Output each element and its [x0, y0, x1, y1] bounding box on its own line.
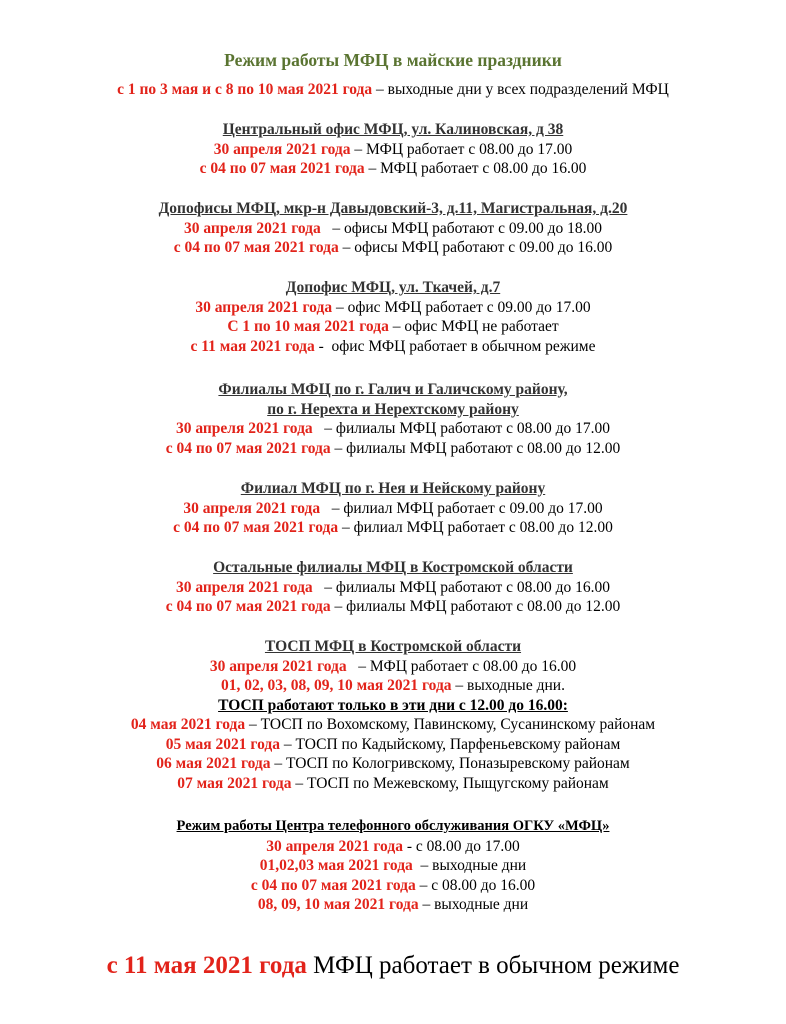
schedule-line — [0, 597, 786, 617]
schedule-text: – филиалы МФЦ работают с 08.00 до 12.00 — [330, 598, 621, 615]
section-heading: Режим работы Центра телефонного обслуживания ОГКУ «МФЦ» — [176, 818, 610, 834]
schedule-line — [0, 159, 786, 179]
schedule-line — [0, 856, 786, 876]
schedule-date: 30 апреля 2021 года — [175, 420, 313, 437]
schedule-text: – выходные дни — [412, 857, 527, 874]
intro-line — [0, 80, 786, 100]
schedule-line — [0, 876, 786, 896]
schedule-date: С 1 по 10 мая 2021 года — [227, 318, 389, 335]
schedule-text: – офисы МФЦ работают с 09.00 до 16.00 — [338, 239, 613, 256]
schedule-line — [0, 298, 786, 318]
schedule-line — [0, 439, 786, 459]
schedule-text: - офис МФЦ работает в обычном режиме — [314, 337, 596, 355]
schedule-date: 30 апреля 2021 года — [209, 657, 347, 675]
schedule-line — [0, 735, 786, 755]
schedule-text: – МФЦ работает с 08.00 до 16.00 — [364, 160, 587, 177]
schedule-date: 30 апреля 2021 года — [184, 219, 321, 237]
schedule-line — [0, 676, 786, 696]
section-galich-nerekhta — [0, 380, 786, 458]
schedule-line — [0, 754, 786, 774]
schedule-line — [0, 419, 786, 439]
section-heading: Филиалы МФЦ по г. Галич и Галичскому району, — [218, 381, 568, 398]
schedule-line — [0, 317, 786, 337]
schedule-text: – ТОСП по Вохомскому, Павинскому, Сусанинскому районам — [245, 716, 656, 733]
section-other-branches — [0, 558, 786, 617]
schedule-date: 07 мая 2021 года — [177, 774, 292, 792]
schedule-text: – офисы МФЦ работают с 09.00 до 18.00 — [320, 219, 602, 237]
section-tosp — [0, 637, 786, 793]
schedule-text: – офис МФЦ не работает — [388, 318, 559, 335]
schedule-date: 30 апреля 2021 года — [175, 578, 313, 596]
schedule-text: – ТОСП по Межевскому, Пыщугскому районам — [291, 774, 609, 792]
section-call-center — [0, 817, 786, 915]
schedule-text: – филиал МФЦ работает с 08.00 до 12.00 — [338, 519, 613, 536]
schedule-text: – филиал МФЦ работает с 09.00 до 17.00 — [320, 499, 603, 517]
tosp-subheading: ТОСП работают только в эти дни с 12.00 до 16.00: — [218, 696, 568, 714]
schedule-date: 30 апреля 2021 года — [213, 140, 351, 158]
section-davydovsky-offices — [0, 199, 786, 258]
schedule-date: 08, 09, 10 мая 2021 года — [257, 896, 419, 913]
schedule-text: - с 08.00 до 17.00 — [402, 837, 520, 855]
section-heading: Допофисы МФЦ, мкр-н Давыдовский-3, д.11, Магистральная, д.20 — [158, 200, 628, 217]
section-heading: ТОСП МФЦ в Костромской области — [264, 638, 522, 655]
section-tkachey-office — [0, 278, 786, 356]
schedule-text: – МФЦ работает с 08.00 до 17.00 — [350, 140, 573, 158]
schedule-text: – выходные дни. — [451, 677, 565, 694]
schedule-line — [0, 219, 786, 239]
schedule-text: – ТОСП по Кологривскому, Поназыревскому районам — [270, 755, 630, 772]
section-heading: Филиал МФЦ по г. Нея и Нейскому району — [240, 480, 546, 497]
schedule-line — [0, 238, 786, 258]
schedule-date: 06 мая 2021 года — [156, 755, 271, 772]
schedule-line — [0, 774, 786, 794]
schedule-date: с 04 по 07 мая 2021 года — [165, 439, 331, 457]
schedule-line — [0, 837, 786, 857]
footer-notice — [0, 952, 786, 980]
schedule-date: 05 мая 2021 года — [165, 735, 280, 753]
schedule-line — [0, 895, 786, 915]
schedule-date: 30 апреля 2021 года — [183, 499, 321, 517]
schedule-date: с 04 по 07 мая 2021 года — [250, 876, 416, 894]
section-central-office — [0, 120, 786, 179]
schedule-line — [0, 499, 786, 519]
footer-text: МФЦ работает в обычном режиме — [306, 952, 680, 979]
schedule-line — [0, 657, 786, 677]
schedule-line — [0, 140, 786, 160]
schedule-text: – ТОСП по Кадыйскому, Парфеньевскому районам — [279, 735, 621, 753]
schedule-date: 04 мая 2021 года — [130, 716, 246, 733]
schedule-text: – выходные дни — [418, 896, 529, 913]
schedule-date: 30 апреля 2021 года — [266, 837, 403, 855]
schedule-line — [0, 518, 786, 538]
intro-date: с 1 по 3 мая и с 8 по 10 мая 2021 года — [117, 81, 373, 98]
schedule-text: – филиалы МФЦ работают с 08.00 до 12.00 — [330, 439, 621, 457]
schedule-text: – МФЦ работает с 08.00 до 16.00 — [346, 657, 577, 675]
schedule-date: 30 апреля 2021 года — [195, 298, 333, 316]
section-heading: Центральный офис МФЦ, ул. Калиновская, д 38 — [222, 121, 564, 138]
schedule-date: с 04 по 07 мая 2021 года — [199, 160, 365, 177]
schedule-date: 01, 02, 03, 08, 09, 10 мая 2021 года — [221, 677, 452, 694]
schedule-date: с 11 мая 2021 года — [190, 337, 315, 355]
page-title: Режим работы МФЦ в майские праздники — [224, 50, 562, 70]
section-neya — [0, 479, 786, 538]
schedule-line — [0, 715, 786, 735]
schedule-date: с 04 по 07 мая 2021 года — [173, 239, 339, 256]
section-heading: Остальные филиалы МФЦ в Костромской области — [213, 559, 573, 576]
schedule-text: – офис МФЦ работает с 09.00 до 17.00 — [332, 298, 591, 316]
section-heading: по г. Нерехта и Нерехтскому району — [267, 400, 519, 418]
schedule-text: – с 08.00 до 16.00 — [415, 876, 536, 894]
section-heading: Допофис МФЦ, ул. Ткачей, д.7 — [285, 279, 501, 296]
schedule-date: 01,02,03 мая 2021 года — [259, 857, 413, 874]
schedule-line — [0, 578, 786, 598]
schedule-text: – филиалы МФЦ работают с 08.00 до 17.00 — [312, 420, 611, 437]
footer-date: с 11 мая 2021 года — [106, 952, 307, 979]
intro-text: – выходные дни у всех подразделений МФЦ — [372, 81, 669, 98]
schedule-text: – филиалы МФЦ работают с 08.00 до 16.00 — [312, 578, 611, 596]
schedule-date: с 04 по 07 мая 2021 года — [173, 519, 339, 536]
schedule-date: с 04 по 07 мая 2021 года — [165, 598, 331, 615]
schedule-line — [0, 337, 786, 357]
